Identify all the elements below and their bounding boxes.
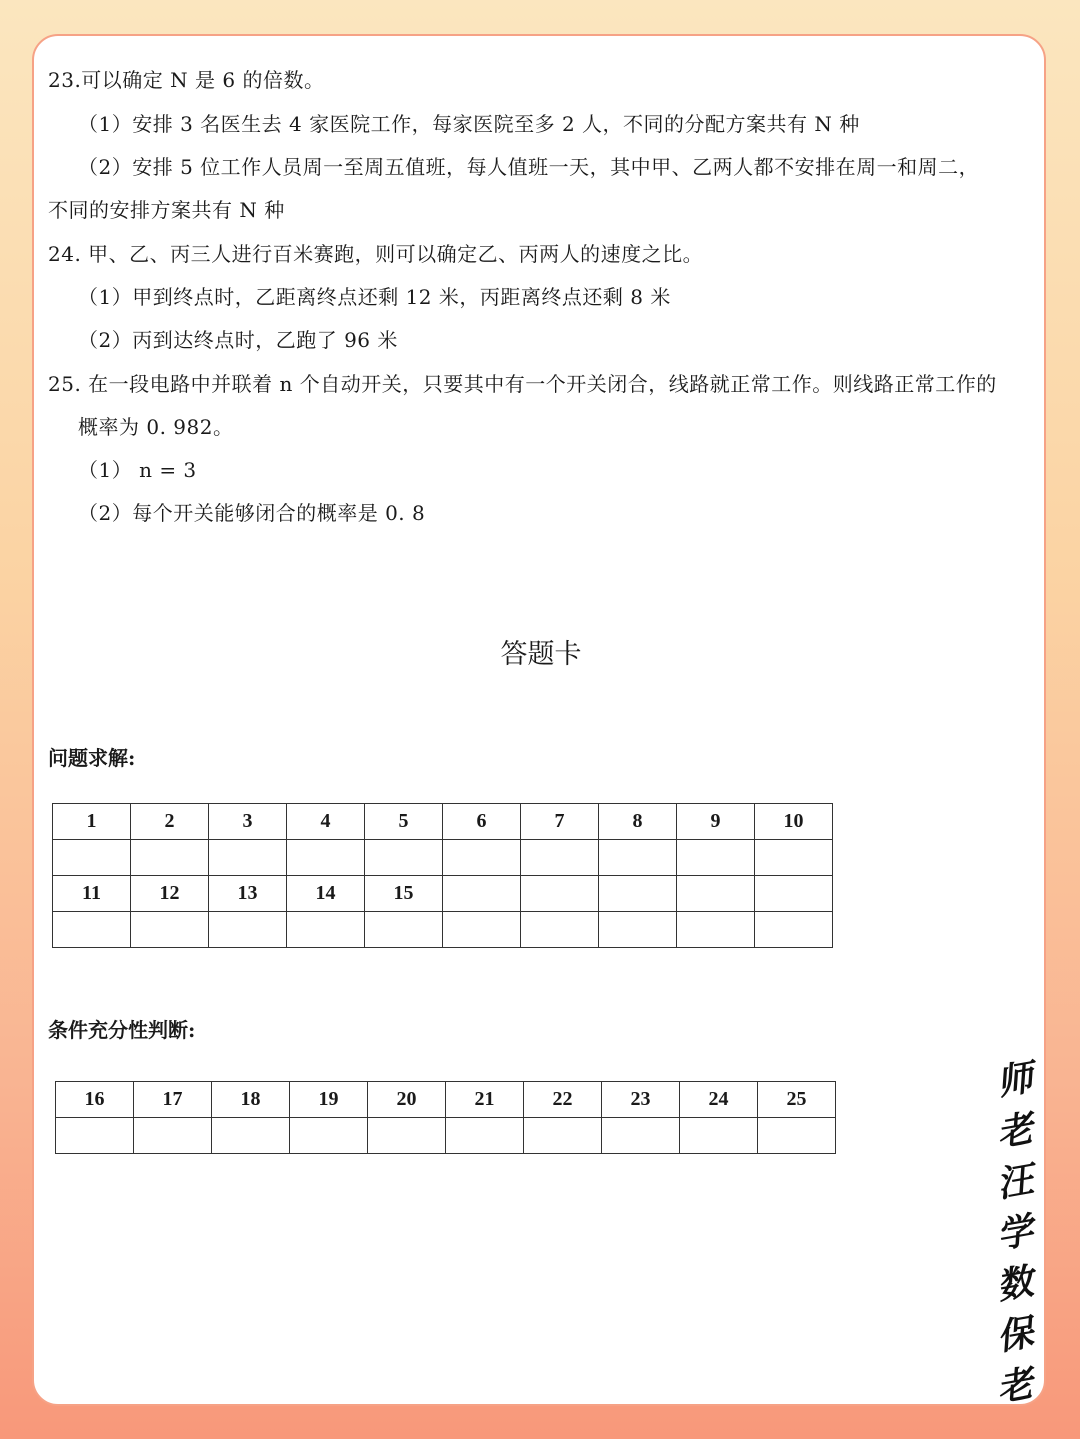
answer-cell[interactable] xyxy=(368,1118,446,1154)
question-number-cell: 15 xyxy=(365,876,443,912)
question-number-cell: 14 xyxy=(287,876,365,912)
handwritten-signature xyxy=(985,1055,1045,1412)
table-row xyxy=(53,840,833,876)
q25-condition-2: （2）每个开关能够闭合的概率是 0. 8 xyxy=(78,501,426,525)
answer-cell[interactable] xyxy=(134,1118,212,1154)
question-number-cell: 21 xyxy=(446,1082,524,1118)
q23-condition-2b: 不同的安排方案共有 N 种 xyxy=(48,198,285,222)
answer-cell[interactable] xyxy=(131,840,209,876)
answer-cell[interactable] xyxy=(524,1118,602,1154)
answer-cell[interactable] xyxy=(212,1118,290,1154)
blank-cell xyxy=(521,876,599,912)
answer-cell[interactable] xyxy=(521,840,599,876)
q25-condition-1: （1） n = 3 xyxy=(78,458,197,482)
answer-cell[interactable] xyxy=(209,840,287,876)
question-number-cell: 22 xyxy=(524,1082,602,1118)
answer-cell[interactable] xyxy=(446,1118,524,1154)
blank-cell xyxy=(599,876,677,912)
answer-cell[interactable] xyxy=(53,840,131,876)
question-number-cell: 3 xyxy=(209,804,287,840)
q24-stem: 24. 甲、乙、丙三人进行百米赛跑，则可以确定乙、丙两人的速度之比。 xyxy=(48,242,704,266)
q24-condition-1: （1）甲到终点时，乙距离终点还剩 12 米，丙距离终点还剩 8 米 xyxy=(78,285,671,309)
question-number-cell: 6 xyxy=(443,804,521,840)
signature-glyph: 汪 xyxy=(993,1158,1037,1206)
answer-cell[interactable] xyxy=(758,1118,836,1154)
question-number-cell: 4 xyxy=(287,804,365,840)
question-number-cell: 24 xyxy=(680,1082,758,1118)
answer-cell[interactable] xyxy=(365,912,443,948)
blank-cell xyxy=(755,876,833,912)
signature-glyph: 学 xyxy=(993,1209,1037,1257)
question-number-cell: 18 xyxy=(212,1082,290,1118)
answer-cell[interactable] xyxy=(680,1118,758,1154)
answer-cell[interactable] xyxy=(677,840,755,876)
answer-cell[interactable] xyxy=(53,912,131,948)
q25-stem-continued: 概率为 0. 982。 xyxy=(78,415,234,439)
answer-cell[interactable] xyxy=(755,840,833,876)
answer-card-title: 答题卡 xyxy=(500,639,582,670)
question-number-cell: 10 xyxy=(755,804,833,840)
question-number-cell: 19 xyxy=(290,1082,368,1118)
answer-table-problem-solving xyxy=(52,803,833,948)
answer-cell[interactable] xyxy=(677,912,755,948)
answer-cell[interactable] xyxy=(602,1118,680,1154)
q23-condition-2a: （2）安排 5 位工作人员周一至周五值班，每人值班一天，其中甲、乙两人都不安排在周一和周二， xyxy=(78,155,980,179)
table-row xyxy=(56,1118,836,1154)
q24-condition-2: （2）丙到达终点时，乙跑了 96 米 xyxy=(78,328,398,352)
table-row xyxy=(53,804,833,840)
answer-cell[interactable] xyxy=(521,912,599,948)
table-row xyxy=(53,876,833,912)
answer-cell[interactable] xyxy=(599,912,677,948)
answer-cell[interactable] xyxy=(599,840,677,876)
question-number-cell: 5 xyxy=(365,804,443,840)
question-number-cell: 25 xyxy=(758,1082,836,1118)
answer-cell[interactable] xyxy=(209,912,287,948)
question-number-cell: 13 xyxy=(209,876,287,912)
signature-glyph: 老 xyxy=(993,1362,1037,1410)
answer-cell[interactable] xyxy=(290,1118,368,1154)
question-number-cell: 2 xyxy=(131,804,209,840)
signature-glyph: 数 xyxy=(993,1260,1037,1308)
section-problem-solving: 问题求解: xyxy=(48,746,136,770)
q23-stem: 23.可以确定 N 是 6 的倍数。 xyxy=(48,68,325,92)
answer-cell[interactable] xyxy=(365,840,443,876)
signature-glyph: 老 xyxy=(993,1107,1037,1155)
question-number-cell: 9 xyxy=(677,804,755,840)
document-card xyxy=(32,34,1046,1406)
question-number-cell: 16 xyxy=(56,1082,134,1118)
table-row xyxy=(56,1082,836,1118)
question-number-cell: 11 xyxy=(53,876,131,912)
q25-stem: 25. 在一段电路中并联着 n 个自动开关，只要其中有一个开关闭合，线路就正常工作。则线路正常工作的 xyxy=(48,372,997,396)
question-number-cell: 8 xyxy=(599,804,677,840)
q23-condition-1: （1）安排 3 名医生去 4 家医院工作，每家医院至多 2 人，不同的分配方案共有 N 种 xyxy=(78,112,860,136)
question-number-cell: 7 xyxy=(521,804,599,840)
blank-cell xyxy=(443,876,521,912)
question-number-cell: 20 xyxy=(368,1082,446,1118)
question-number-cell: 1 xyxy=(53,804,131,840)
signature-glyph: 保 xyxy=(993,1311,1037,1359)
answer-cell[interactable] xyxy=(755,912,833,948)
table-row xyxy=(53,912,833,948)
question-number-cell: 23 xyxy=(602,1082,680,1118)
question-number-cell: 12 xyxy=(131,876,209,912)
blank-cell xyxy=(677,876,755,912)
answer-cell[interactable] xyxy=(131,912,209,948)
answer-cell[interactable] xyxy=(56,1118,134,1154)
answer-cell[interactable] xyxy=(287,840,365,876)
signature-glyph: 师 xyxy=(993,1056,1037,1104)
answer-cell[interactable] xyxy=(287,912,365,948)
question-number-cell: 17 xyxy=(134,1082,212,1118)
answer-cell[interactable] xyxy=(443,840,521,876)
answer-cell[interactable] xyxy=(443,912,521,948)
section-sufficiency-judgment: 条件充分性判断: xyxy=(48,1018,196,1042)
answer-table-sufficiency xyxy=(55,1081,836,1154)
